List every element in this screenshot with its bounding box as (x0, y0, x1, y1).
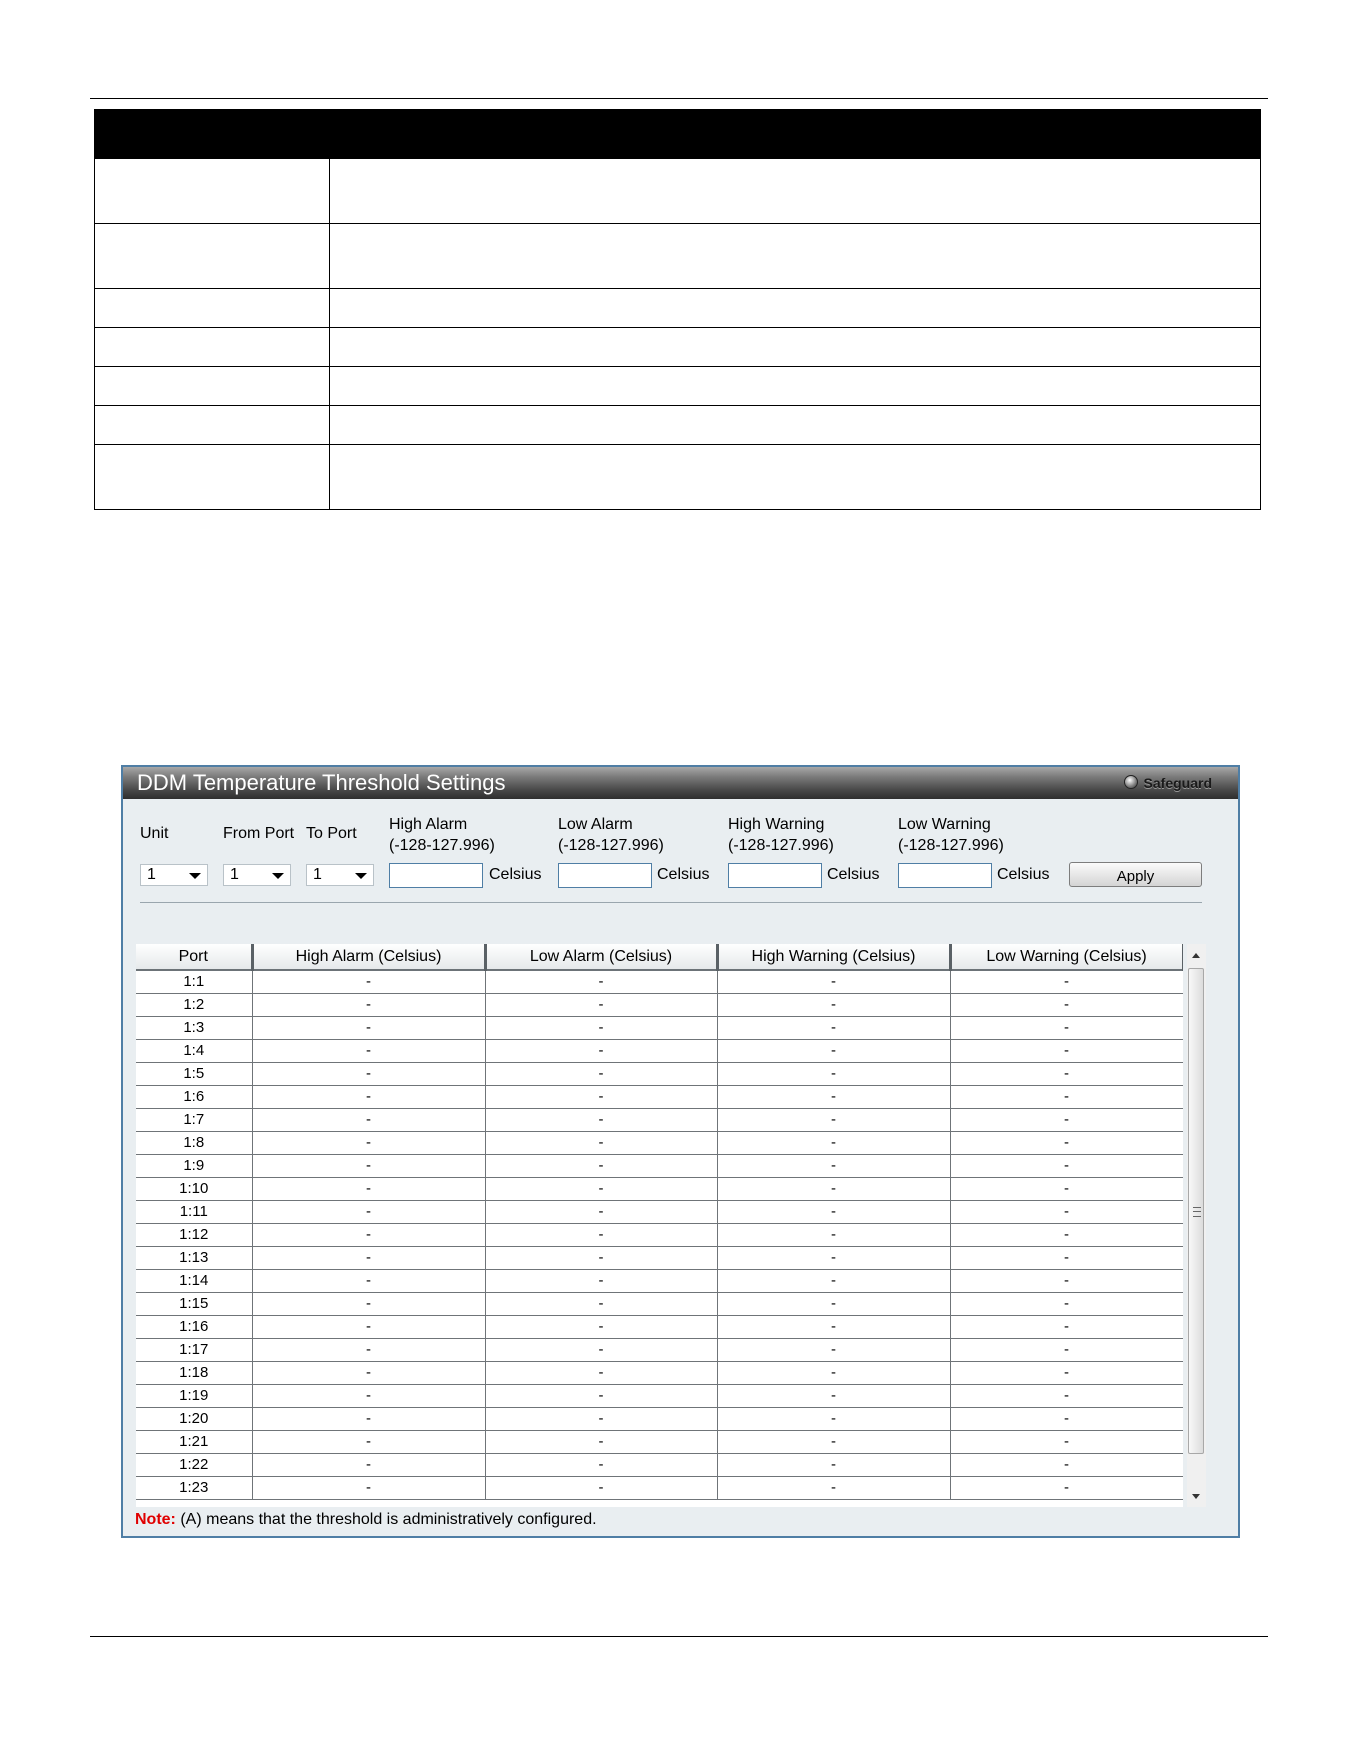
threshold-cell: - (950, 1454, 1183, 1477)
high-warning-unit: Celsius (827, 866, 880, 883)
table-cell (330, 445, 1261, 510)
chevron-down-icon (189, 873, 201, 879)
threshold-cell: - (950, 1155, 1183, 1178)
threshold-cell: - (485, 1454, 717, 1477)
threshold-cell: - (950, 1408, 1183, 1431)
table-cell (95, 367, 330, 406)
to-port-select-value: 1 (313, 866, 322, 883)
table-cell (95, 328, 330, 367)
table-row (136, 1339, 1183, 1362)
low-warning-range: (-128-127.996) (898, 837, 1004, 854)
threshold-cell: - (252, 1132, 485, 1155)
threshold-cell: - (252, 1017, 485, 1040)
threshold-cell: - (717, 1431, 950, 1454)
table-row (136, 1247, 1183, 1270)
threshold-cell: - (485, 1339, 717, 1362)
threshold-cell: - (252, 970, 485, 994)
table-row (136, 1109, 1183, 1132)
high-alarm-range: (-128-127.996) (389, 837, 495, 854)
low-alarm-input[interactable] (558, 863, 652, 888)
threshold-cell: - (485, 1431, 717, 1454)
table-row (136, 1316, 1183, 1339)
port-cell: 1:5 (136, 1063, 252, 1086)
threshold-cell: - (950, 1270, 1183, 1293)
unit-select[interactable] (140, 864, 208, 886)
threshold-cell: - (252, 1431, 485, 1454)
threshold-cell: - (485, 1155, 717, 1178)
threshold-cell: - (950, 994, 1183, 1017)
table-cell (95, 289, 330, 328)
from-port-label: From Port (223, 825, 295, 842)
threshold-cell: - (485, 1385, 717, 1408)
port-cell: 1:3 (136, 1017, 252, 1040)
low-warning-input[interactable] (898, 863, 992, 888)
high-warning-label: High Warning (728, 816, 825, 833)
table-row (136, 1040, 1183, 1063)
table-cell (330, 367, 1261, 406)
low-alarm-range: (-128-127.996) (558, 837, 664, 854)
port-cell: 1:7 (136, 1109, 252, 1132)
column-header-low-alarm[interactable]: Low Alarm (Celsius) (485, 944, 717, 970)
threshold-cell: - (485, 994, 717, 1017)
threshold-cell: - (717, 1017, 950, 1040)
threshold-cell: - (485, 1247, 717, 1270)
threshold-cell: - (485, 1109, 717, 1132)
unit-select-value: 1 (147, 866, 156, 883)
threshold-cell: - (950, 1017, 1183, 1040)
threshold-cell: - (950, 1385, 1183, 1408)
threshold-cell: - (485, 1270, 717, 1293)
table-cell (330, 224, 1261, 289)
threshold-cell: - (717, 1293, 950, 1316)
table-row (136, 970, 1183, 994)
port-cell: 1:17 (136, 1339, 252, 1362)
threshold-cell: - (717, 1247, 950, 1270)
table-row (136, 1063, 1183, 1086)
port-cell: 1:12 (136, 1224, 252, 1247)
threshold-cell: - (485, 1201, 717, 1224)
table-row (136, 1017, 1183, 1040)
threshold-cell: - (485, 1063, 717, 1086)
threshold-cell: - (252, 1339, 485, 1362)
high-warning-range: (-128-127.996) (728, 837, 834, 854)
table-row (136, 994, 1183, 1017)
safeguard-icon (1124, 775, 1138, 789)
threshold-cell: - (717, 1270, 950, 1293)
table-row (136, 1132, 1183, 1155)
chevron-down-icon (355, 873, 367, 879)
threshold-cell: - (717, 1109, 950, 1132)
threshold-cell: - (485, 1224, 717, 1247)
threshold-cell: - (717, 1224, 950, 1247)
threshold-cell: - (252, 1178, 485, 1201)
port-cell: 1:4 (136, 1040, 252, 1063)
threshold-cell: - (252, 1270, 485, 1293)
bottom-rule (90, 1636, 1268, 1637)
port-cell: 1:19 (136, 1385, 252, 1408)
threshold-cell: - (950, 1362, 1183, 1385)
threshold-cell: - (717, 1040, 950, 1063)
threshold-cell: - (950, 1477, 1183, 1500)
from-port-select-value: 1 (230, 866, 239, 883)
table-row (136, 1362, 1183, 1385)
threshold-cell: - (252, 1063, 485, 1086)
port-cell: 1:11 (136, 1201, 252, 1224)
threshold-cell: - (252, 1454, 485, 1477)
threshold-cell: - (252, 1385, 485, 1408)
column-header-low-warning[interactable]: Low Warning (Celsius) (950, 944, 1183, 970)
high-alarm-unit: Celsius (489, 866, 542, 883)
from-port-select[interactable] (223, 864, 291, 886)
scroll-up-icon[interactable] (1192, 953, 1200, 958)
apply-button[interactable]: Apply (1069, 862, 1202, 887)
threshold-cell: - (252, 994, 485, 1017)
port-cell: 1:20 (136, 1408, 252, 1431)
column-header-high-warning[interactable]: High Warning (Celsius) (717, 944, 950, 970)
threshold-table-container (136, 944, 1183, 1507)
table-row (136, 1178, 1183, 1201)
table-row (136, 1408, 1183, 1431)
threshold-cell: - (252, 1408, 485, 1431)
low-alarm-unit: Celsius (657, 866, 710, 883)
threshold-cell: - (485, 1293, 717, 1316)
table-cell (330, 289, 1261, 328)
low-alarm-label: Low Alarm (558, 816, 633, 833)
threshold-cell: - (717, 994, 950, 1017)
threshold-cell: - (950, 1201, 1183, 1224)
threshold-cell: - (252, 1155, 485, 1178)
column-header-high-alarm[interactable]: High Alarm (Celsius) (252, 944, 485, 970)
parameter-table (94, 109, 1261, 510)
threshold-cell: - (717, 1178, 950, 1201)
threshold-cell: - (717, 1201, 950, 1224)
threshold-cell: - (252, 1477, 485, 1500)
threshold-cell: - (717, 1086, 950, 1109)
table-row (136, 1155, 1183, 1178)
threshold-cell: - (717, 1063, 950, 1086)
threshold-cell: - (252, 1086, 485, 1109)
table-row (136, 1201, 1183, 1224)
threshold-cell: - (950, 1247, 1183, 1270)
panel-title-bar (123, 767, 1238, 799)
to-port-label: To Port (306, 825, 357, 842)
note (135, 1510, 597, 1530)
threshold-cell: - (485, 1362, 717, 1385)
unit-label: Unit (140, 825, 169, 842)
port-cell: 1:16 (136, 1316, 252, 1339)
threshold-cell: - (950, 1109, 1183, 1132)
port-cell: 1:8 (136, 1132, 252, 1155)
port-cell: 1:23 (136, 1477, 252, 1500)
threshold-cell: - (717, 970, 950, 994)
table-row (136, 1086, 1183, 1109)
threshold-cell: - (485, 1017, 717, 1040)
parameter-header (95, 110, 1261, 159)
high-alarm-input[interactable] (389, 863, 483, 888)
scrollbar-thumb[interactable] (1188, 968, 1204, 1454)
grip-icon (1193, 1207, 1201, 1217)
threshold-cell: - (252, 1293, 485, 1316)
table-row (136, 1431, 1183, 1454)
table-row (136, 1270, 1183, 1293)
table-row (136, 1454, 1183, 1477)
safeguard-label: Safeguard (1143, 775, 1212, 791)
threshold-cell: - (485, 1040, 717, 1063)
note-label: Note: (135, 1511, 176, 1528)
threshold-cell: - (485, 1408, 717, 1431)
threshold-cell: - (717, 1408, 950, 1431)
threshold-cell: - (252, 1247, 485, 1270)
form-divider (140, 902, 1202, 903)
table-row (136, 1293, 1183, 1316)
port-cell: 1:13 (136, 1247, 252, 1270)
threshold-cell: - (717, 1316, 950, 1339)
port-cell: 1:14 (136, 1270, 252, 1293)
port-cell: 1:10 (136, 1178, 252, 1201)
table-row (136, 1477, 1183, 1500)
chevron-down-icon (272, 873, 284, 879)
low-warning-label: Low Warning (898, 816, 991, 833)
port-cell: 1:1 (136, 970, 252, 994)
threshold-cell: - (485, 970, 717, 994)
table-row (136, 1224, 1183, 1247)
threshold-cell: - (950, 1224, 1183, 1247)
threshold-cell: - (252, 1224, 485, 1247)
threshold-cell: - (252, 1109, 485, 1132)
port-cell: 1:6 (136, 1086, 252, 1109)
port-cell: 1:15 (136, 1293, 252, 1316)
threshold-cell: - (950, 970, 1183, 994)
threshold-cell: - (485, 1477, 717, 1500)
table-cell (330, 406, 1261, 445)
to-port-select[interactable] (306, 864, 374, 886)
threshold-cell: - (950, 1316, 1183, 1339)
threshold-cell: - (252, 1040, 485, 1063)
high-alarm-label: High Alarm (389, 816, 468, 833)
threshold-cell: - (717, 1339, 950, 1362)
threshold-table (136, 944, 1183, 1500)
threshold-cell: - (950, 1063, 1183, 1086)
scroll-down-icon[interactable] (1192, 1494, 1200, 1499)
table-cell (95, 406, 330, 445)
table-cell (330, 159, 1261, 224)
threshold-cell: - (485, 1178, 717, 1201)
panel-title: DDM Temperature Threshold Settings (137, 770, 506, 795)
port-cell: 1:21 (136, 1431, 252, 1454)
threshold-cell: - (950, 1293, 1183, 1316)
threshold-cell: - (252, 1316, 485, 1339)
threshold-cell: - (717, 1385, 950, 1408)
column-header-port[interactable]: Port (136, 944, 252, 970)
threshold-table-body (136, 970, 1183, 1500)
top-rule (90, 98, 1268, 99)
note-text: (A) means that the threshold is administratively configured. (180, 1511, 597, 1528)
threshold-cell: - (717, 1362, 950, 1385)
port-cell: 1:18 (136, 1362, 252, 1385)
table-scrollbar[interactable] (1187, 944, 1206, 1507)
threshold-cell: - (950, 1132, 1183, 1155)
threshold-cell: - (950, 1086, 1183, 1109)
threshold-cell: - (485, 1316, 717, 1339)
threshold-cell: - (950, 1339, 1183, 1362)
threshold-cell: - (950, 1178, 1183, 1201)
threshold-cell: - (252, 1201, 485, 1224)
threshold-cell: - (252, 1362, 485, 1385)
threshold-cell: - (485, 1086, 717, 1109)
table-cell (95, 159, 330, 224)
low-warning-unit: Celsius (997, 866, 1050, 883)
threshold-cell: - (717, 1477, 950, 1500)
threshold-cell: - (717, 1132, 950, 1155)
port-cell: 1:22 (136, 1454, 252, 1477)
threshold-cell: - (717, 1155, 950, 1178)
port-cell: 1:9 (136, 1155, 252, 1178)
threshold-cell: - (950, 1431, 1183, 1454)
threshold-cell: - (717, 1454, 950, 1477)
table-cell (95, 224, 330, 289)
table-cell (95, 445, 330, 510)
threshold-cell: - (950, 1040, 1183, 1063)
port-cell: 1:2 (136, 994, 252, 1017)
safeguard-indicator (1124, 775, 1212, 791)
high-warning-input[interactable] (728, 863, 822, 888)
table-row (136, 1385, 1183, 1408)
threshold-cell: - (485, 1132, 717, 1155)
table-cell (330, 328, 1261, 367)
